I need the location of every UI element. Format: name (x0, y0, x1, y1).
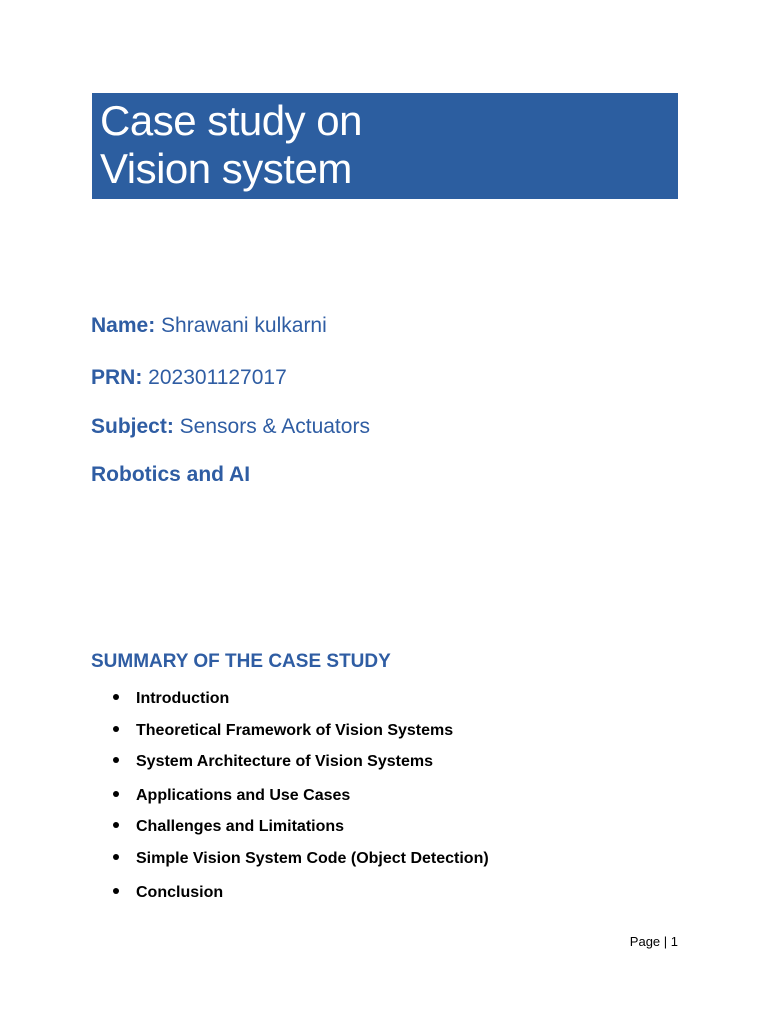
list-item (113, 817, 344, 837)
list-item (113, 689, 229, 709)
title-line-1: Case study on (100, 97, 362, 144)
subject-label: Subject: (91, 415, 174, 438)
list-item-label: Introduction (136, 690, 230, 707)
prn-line (91, 365, 287, 391)
name-label: Name: (91, 314, 156, 337)
list-item (113, 786, 350, 806)
bullet-icon (113, 888, 119, 894)
bullet-icon (113, 726, 119, 732)
summary-heading: SUMMARY OF THE CASE STUDY (91, 651, 391, 672)
list-item-label: Applications and Use Cases (136, 787, 351, 804)
list-item-label: Challenges and Limitations (136, 818, 345, 835)
name-line (91, 313, 327, 339)
prn-label: PRN: (91, 366, 143, 389)
subject-line (91, 414, 370, 440)
list-item (113, 721, 453, 741)
title-line-2: Vision system (100, 145, 352, 192)
list-item (113, 883, 223, 903)
page-number: Page | 1 (629, 934, 678, 949)
list-item-label: Conclusion (136, 884, 224, 901)
list-item-label: Simple Vision System Code (Object Detection) (136, 850, 489, 867)
list-item-label: Theoretical Framework of Vision Systems (136, 722, 454, 739)
list-item (113, 849, 489, 869)
prn-value: 202301127017 (142, 366, 287, 389)
list-item (113, 752, 433, 772)
bullet-icon (113, 791, 119, 797)
department-line: Robotics and AI (91, 463, 251, 486)
list-item-label: System Architecture of Vision Systems (136, 753, 433, 770)
subject-value: Sensors & Actuators (173, 415, 370, 438)
bullet-icon (113, 757, 119, 763)
title-banner (92, 93, 678, 199)
name-value: Shrawani kulkarni (155, 314, 327, 337)
bullet-icon (113, 854, 119, 860)
bullet-icon (113, 694, 119, 700)
bullet-icon (113, 822, 119, 828)
